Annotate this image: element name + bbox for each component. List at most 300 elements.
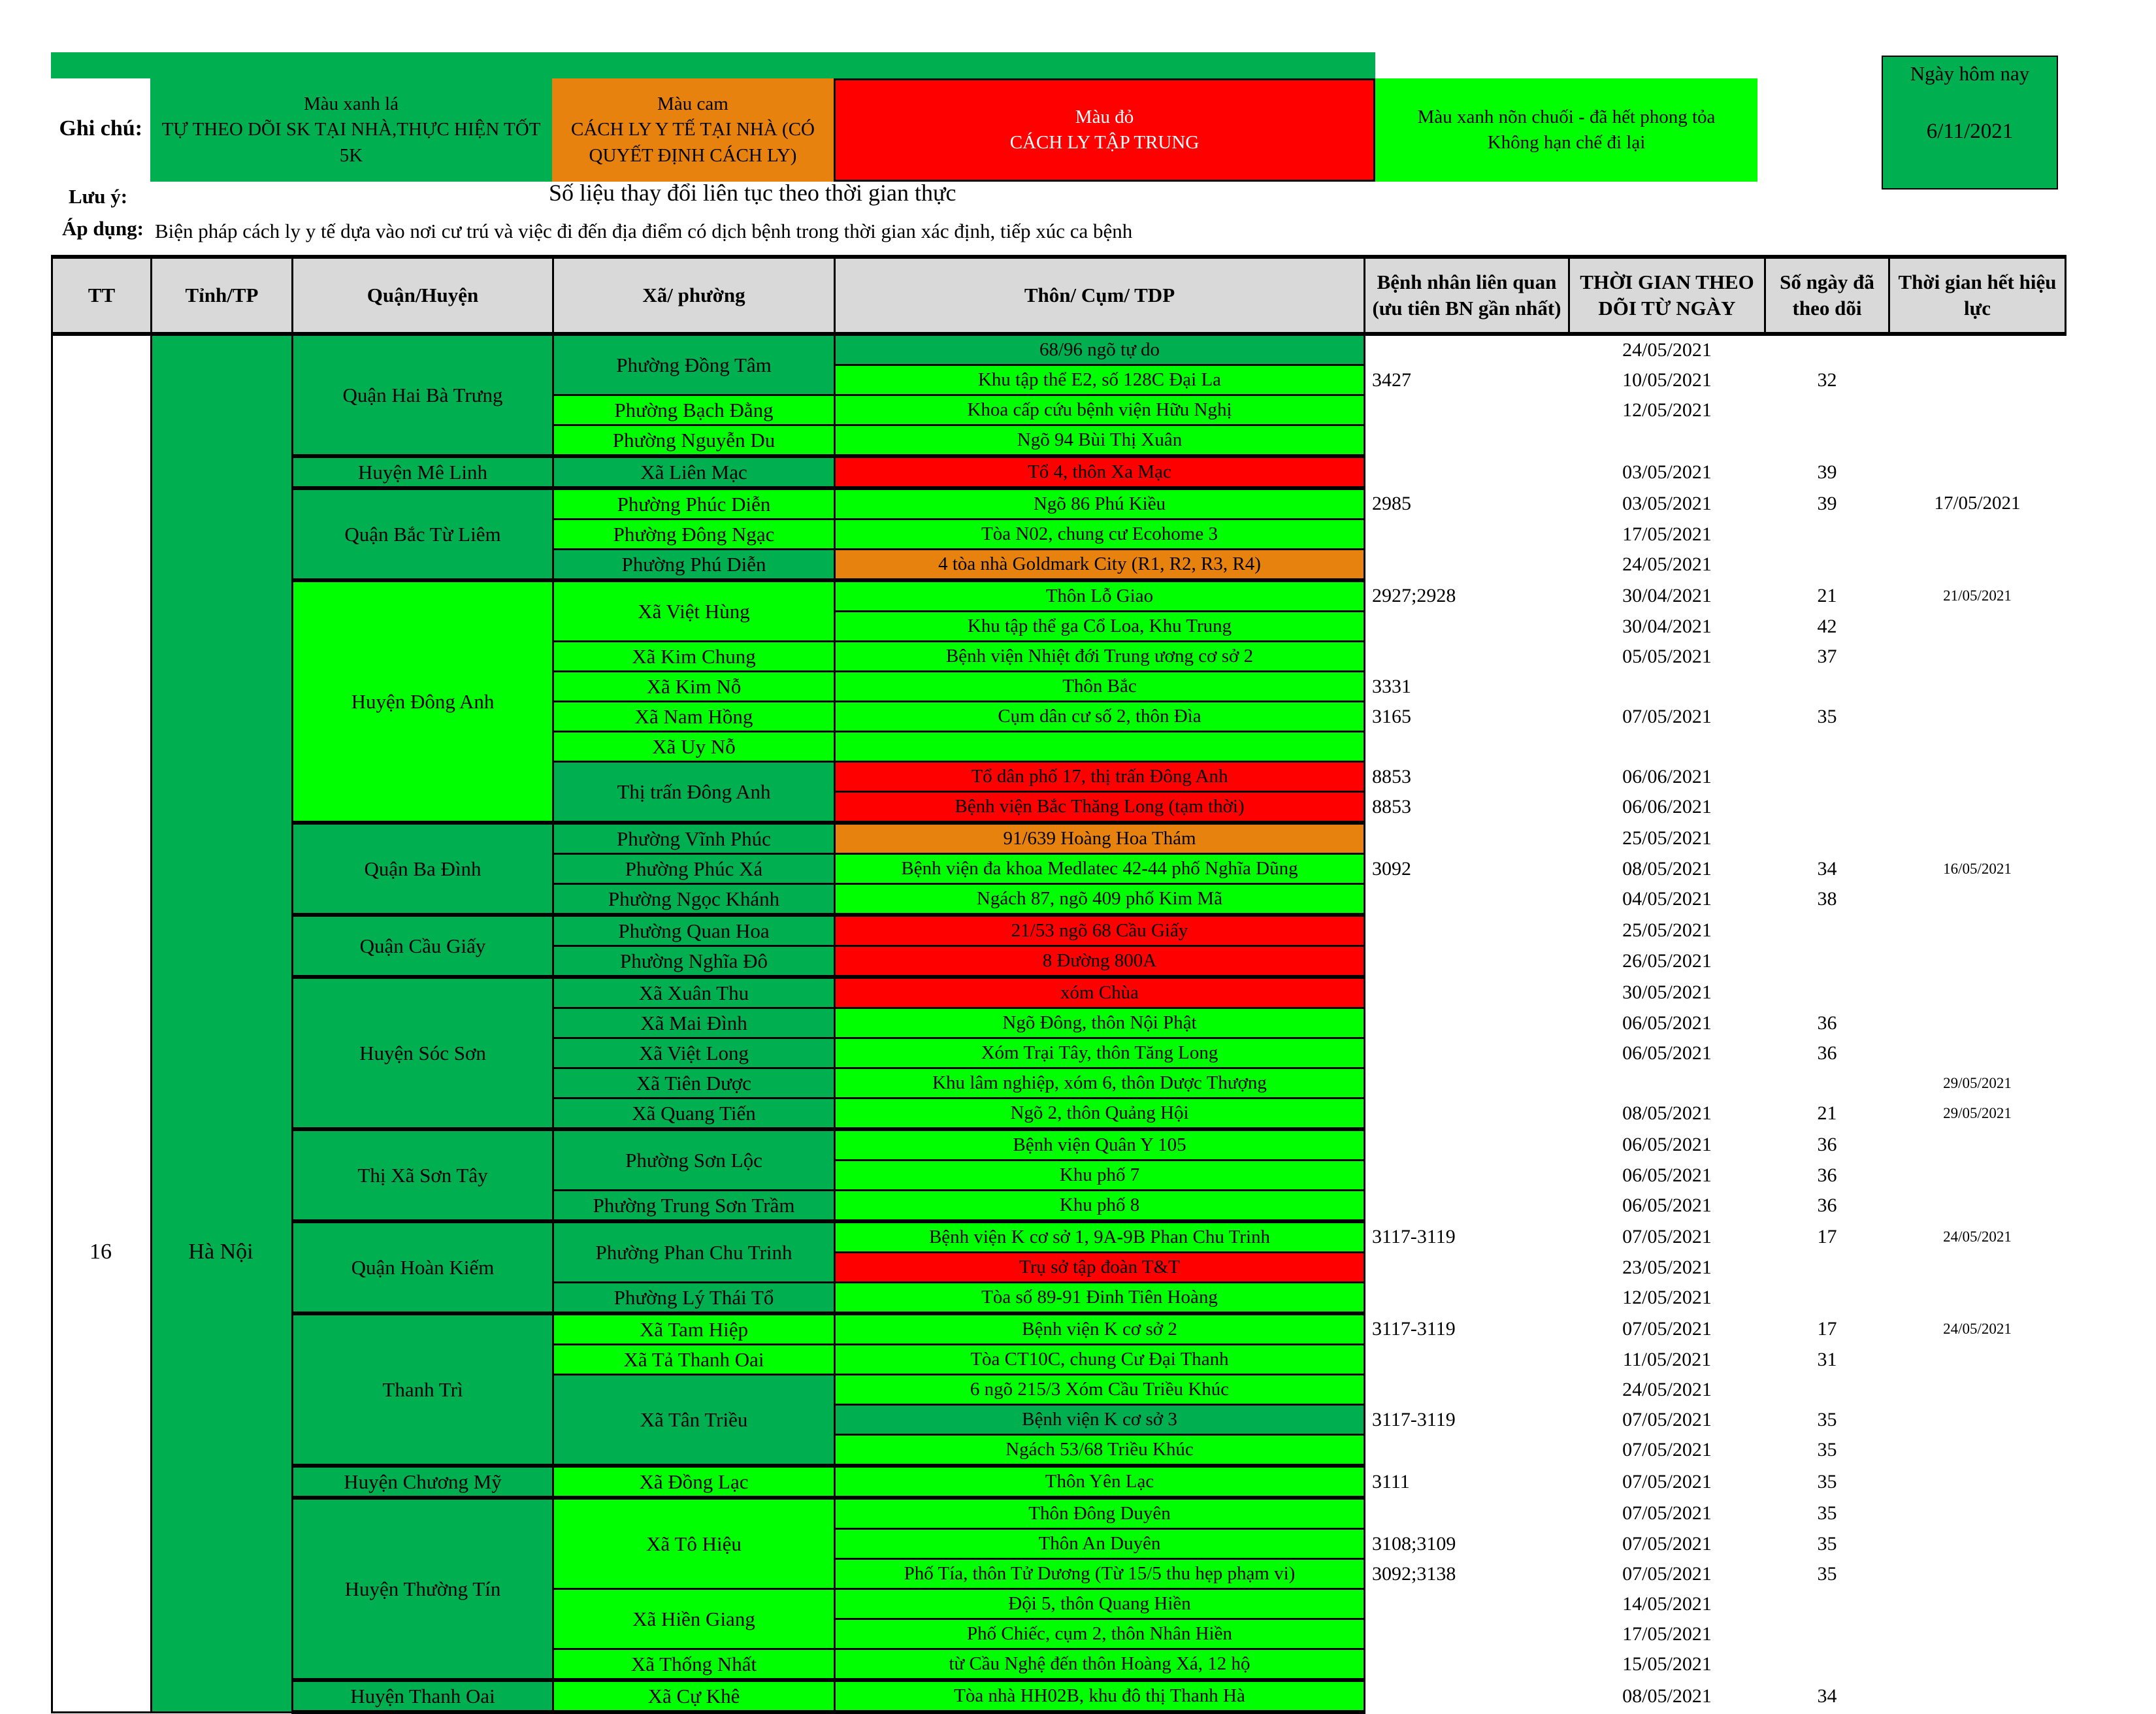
commune-cell[interactable]: Xã Mai Đình	[553, 1008, 835, 1038]
watch-date-cell[interactable]: 06/05/2021	[1569, 1161, 1765, 1191]
expiry-cell[interactable]	[1889, 1375, 2066, 1405]
days-watched-cell[interactable]: 39	[1765, 456, 1889, 488]
hamlet-cell[interactable]: Thôn Đông Duyên	[835, 1498, 1365, 1529]
hamlet-cell[interactable]: Bệnh viện K cơ sở 3	[835, 1405, 1365, 1435]
hamlet-cell[interactable]: Đội 5, thôn Quang Hiền	[835, 1589, 1365, 1619]
table-row	[52, 1466, 2066, 1498]
watch-date-cell[interactable]: 25/05/2021	[1569, 823, 1765, 854]
expiry-cell[interactable]	[1889, 702, 2066, 732]
days-watched-cell[interactable]	[1765, 1375, 1889, 1405]
expiry-cell[interactable]	[1889, 334, 2066, 365]
days-watched-cell[interactable]	[1765, 1253, 1889, 1283]
patient-cell[interactable]	[1365, 1129, 1569, 1161]
province-cell[interactable]	[152, 334, 293, 1712]
commune-cell[interactable]: Phường Bạch Đằng	[553, 395, 835, 425]
expiry-cell[interactable]	[1889, 732, 2066, 762]
commune-cell[interactable]: Xã Việt Hùng	[553, 580, 835, 642]
days-watched-cell[interactable]	[1765, 519, 1889, 550]
days-watched-cell[interactable]	[1765, 946, 1889, 978]
district-cell[interactable]: Huyện Mê Linh	[293, 456, 553, 488]
patient-cell[interactable]	[1365, 1253, 1569, 1283]
days-watched-cell[interactable]	[1765, 550, 1889, 581]
hamlet-cell[interactable]: Thôn Yên Lạc	[835, 1466, 1365, 1498]
hamlet-cell[interactable]: Khu tập thể E2, số 128C Đại La	[835, 365, 1365, 395]
patient-cell[interactable]	[1365, 1038, 1569, 1068]
patient-cell[interactable]: 3092;3138	[1365, 1559, 1569, 1589]
patient-cell[interactable]	[1365, 1161, 1569, 1191]
days-watched-cell[interactable]: 35	[1765, 1466, 1889, 1498]
commune-cell[interactable]: Phường Nghĩa Đô	[553, 946, 835, 978]
commune-cell[interactable]: Phường Phúc Diễn	[553, 488, 835, 519]
hamlet-cell[interactable]: 4 tòa nhà Goldmark City (R1, R2, R3, R4)	[835, 550, 1365, 581]
watch-date-cell[interactable]: 07/05/2021	[1569, 1405, 1765, 1435]
watch-date-cell[interactable]: 30/04/2021	[1569, 612, 1765, 642]
days-watched-cell[interactable]: 21	[1765, 580, 1889, 612]
hamlet-cell[interactable]: Khu tập thể ga Cổ Loa, Khu Trung	[835, 612, 1365, 642]
days-watched-cell[interactable]	[1765, 672, 1889, 702]
expiry-cell[interactable]	[1889, 762, 2066, 792]
patient-cell[interactable]: 3108;3109	[1365, 1529, 1569, 1559]
commune-cell[interactable]: Phường Sơn Lộc	[553, 1129, 835, 1191]
days-watched-cell[interactable]: 35	[1765, 1559, 1889, 1589]
expiry-cell[interactable]	[1889, 456, 2066, 488]
hamlet-cell[interactable]: Ngách 53/68 Triều Khúc	[835, 1435, 1365, 1466]
legend-cell-lime[interactable]	[1375, 78, 1757, 182]
hamlet-cell[interactable]: Bệnh viện Quân Y 105	[835, 1129, 1365, 1161]
today-box[interactable]	[1882, 56, 2058, 190]
days-watched-cell[interactable]	[1765, 425, 1889, 457]
days-watched-cell[interactable]: 42	[1765, 612, 1889, 642]
patient-cell[interactable]	[1365, 1498, 1569, 1529]
expiry-cell[interactable]	[1889, 915, 2066, 946]
patient-cell[interactable]	[1365, 977, 1569, 1008]
hamlet-cell[interactable]: 21/53 ngõ 68 Cầu Giấy	[835, 915, 1365, 946]
hamlet-cell[interactable]: Xóm Trại Tây, thôn Tăng Long	[835, 1038, 1365, 1068]
expiry-cell[interactable]	[1889, 1498, 2066, 1529]
expiry-cell[interactable]	[1889, 1529, 2066, 1559]
expiry-cell[interactable]	[1889, 1191, 2066, 1222]
expiry-cell[interactable]	[1889, 1435, 2066, 1466]
expiry-cell[interactable]	[1889, 425, 2066, 457]
days-watched-cell[interactable]: 35	[1765, 1529, 1889, 1559]
expiry-cell[interactable]	[1889, 1466, 2066, 1498]
hamlet-cell[interactable]: Tòa CT10C, chung Cư Đại Thanh	[835, 1345, 1365, 1375]
note-ap-dung-label: Áp dụng:	[62, 217, 144, 240]
expiry-cell[interactable]	[1889, 1345, 2066, 1375]
header-tt[interactable]: TT	[52, 257, 152, 334]
watch-date-cell[interactable]: 10/05/2021	[1569, 365, 1765, 395]
hamlet-cell[interactable]: Khoa cấp cứu bệnh viện Hữu Nghị	[835, 395, 1365, 425]
watch-date-cell[interactable]: 06/05/2021	[1569, 1038, 1765, 1068]
commune-cell[interactable]: Phường Trung Sơn Trầm	[553, 1191, 835, 1222]
hamlet-cell[interactable]: 91/639 Hoàng Hoa Thám	[835, 823, 1365, 854]
days-watched-cell[interactable]: 39	[1765, 488, 1889, 519]
commune-cell[interactable]: Thị trấn Đông Anh	[553, 762, 835, 823]
district-cell[interactable]: Huyện Thanh Oai	[293, 1680, 553, 1712]
hamlet-cell[interactable]: Bệnh viện K cơ sở 1, 9A-9B Phan Chu Trinh	[835, 1221, 1365, 1253]
district-cell[interactable]: Huyện Thường Tín	[293, 1498, 553, 1680]
days-watched-cell[interactable]: 32	[1765, 365, 1889, 395]
days-watched-cell[interactable]	[1765, 1649, 1889, 1681]
expiry-cell[interactable]	[1889, 884, 2066, 915]
watch-date-cell[interactable]: 17/05/2021	[1569, 519, 1765, 550]
days-watched-cell[interactable]: 35	[1765, 1405, 1889, 1435]
header-days-watched[interactable]: Số ngày đã theo dõi	[1765, 257, 1889, 334]
patient-cell[interactable]	[1365, 1008, 1569, 1038]
patient-cell[interactable]	[1365, 1283, 1569, 1314]
watch-date-cell[interactable]: 11/05/2021	[1569, 1345, 1765, 1375]
commune-cell[interactable]: Xã Đồng Lạc	[553, 1466, 835, 1498]
expiry-cell[interactable]	[1889, 1559, 2066, 1589]
days-watched-cell[interactable]: 17	[1765, 1221, 1889, 1253]
watch-date-cell[interactable]: 24/05/2021	[1569, 334, 1765, 365]
legend-red-desc: CÁCH LY TẬP TRUNG	[1009, 132, 1200, 153]
hamlet-cell[interactable]: Khu phố 8	[835, 1191, 1365, 1222]
expiry-cell[interactable]	[1889, 1038, 2066, 1068]
watch-date-cell[interactable]: 07/05/2021	[1569, 702, 1765, 732]
hamlet-cell[interactable]: 6 ngõ 215/3 Xóm Cầu Triều Khúc	[835, 1375, 1365, 1405]
commune-cell[interactable]: Xã Tiên Dược	[553, 1068, 835, 1098]
district-cell[interactable]: Quận Cầu Giấy	[293, 915, 553, 977]
hamlet-cell[interactable]: Ngách 87, ngõ 409 phố Kim Mã	[835, 884, 1365, 915]
patient-cell[interactable]	[1365, 823, 1569, 854]
commune-cell[interactable]: Phường Phan Chu Trinh	[553, 1221, 835, 1283]
days-watched-cell[interactable]: 34	[1765, 1680, 1889, 1712]
hamlet-cell[interactable]: Khu lâm nghiệp, xóm 6, thôn Dược Thượng	[835, 1068, 1365, 1098]
expiry-cell[interactable]	[1889, 1680, 2066, 1712]
hamlet-cell[interactable]: Ngõ 94 Bùi Thị Xuân	[835, 425, 1365, 457]
district-cell[interactable]: Thị Xã Sơn Tây	[293, 1129, 553, 1221]
watch-date-cell[interactable]	[1569, 732, 1765, 762]
expiry-cell[interactable]	[1889, 519, 2066, 550]
patient-cell[interactable]	[1365, 1589, 1569, 1619]
patient-cell[interactable]: 3111	[1365, 1466, 1569, 1498]
legend-cell-red[interactable]	[834, 78, 1375, 182]
watch-date-cell[interactable]: 15/05/2021	[1569, 1649, 1765, 1681]
patient-cell[interactable]	[1365, 642, 1569, 672]
expiry-cell[interactable]	[1889, 1649, 2066, 1681]
expiry-cell[interactable]	[1889, 365, 2066, 395]
days-watched-cell[interactable]	[1765, 762, 1889, 792]
hamlet-cell[interactable]: Phố Chiếc, cụm 2, thôn Nhân Hiền	[835, 1619, 1365, 1649]
expiry-cell[interactable]	[1889, 1161, 2066, 1191]
commune-cell[interactable]: Xã Liên Mạc	[553, 456, 835, 488]
patient-cell[interactable]	[1365, 519, 1569, 550]
header-province[interactable]: Tỉnh/TP	[152, 257, 293, 334]
watch-date-cell[interactable]: 06/05/2021	[1569, 1008, 1765, 1038]
watch-date-cell[interactable]: 03/05/2021	[1569, 456, 1765, 488]
watch-date-cell[interactable]: 07/05/2021	[1569, 1559, 1765, 1589]
commune-cell[interactable]: Phường Đồng Tâm	[553, 334, 835, 395]
hamlet-cell[interactable]: Tòa N02, chung cư Ecohome 3	[835, 519, 1365, 550]
expiry-cell[interactable]: 29/05/2021	[1889, 1068, 2066, 1098]
patient-cell[interactable]	[1365, 1435, 1569, 1466]
expiry-cell[interactable]: 29/05/2021	[1889, 1098, 2066, 1130]
days-watched-cell[interactable]	[1765, 915, 1889, 946]
watch-date-cell[interactable]: 07/05/2021	[1569, 1435, 1765, 1466]
expiry-cell[interactable]: 16/05/2021	[1889, 854, 2066, 884]
hamlet-cell[interactable]	[835, 732, 1365, 762]
patient-cell[interactable]: 3165	[1365, 702, 1569, 732]
patient-cell[interactable]: 3117-3119	[1365, 1405, 1569, 1435]
days-watched-cell[interactable]: 34	[1765, 854, 1889, 884]
expiry-cell[interactable]	[1889, 1253, 2066, 1283]
days-watched-cell[interactable]: 17	[1765, 1313, 1889, 1345]
hamlet-cell[interactable]: Bệnh viện Nhiệt đới Trung ương cơ sở 2	[835, 642, 1365, 672]
expiry-cell[interactable]	[1889, 642, 2066, 672]
watch-date-cell[interactable]: 08/05/2021	[1569, 1098, 1765, 1130]
days-watched-cell[interactable]: 35	[1765, 1435, 1889, 1466]
days-watched-cell[interactable]	[1765, 792, 1889, 823]
expiry-cell[interactable]	[1889, 823, 2066, 854]
commune-cell[interactable]: Phường Phúc Xá	[553, 854, 835, 884]
expiry-cell[interactable]: 17/05/2021	[1889, 488, 2066, 519]
hamlet-cell[interactable]: Bệnh viện Bắc Thăng Long (tạm thời)	[835, 792, 1365, 823]
expiry-cell[interactable]: 24/05/2021	[1889, 1221, 2066, 1253]
patient-cell[interactable]	[1365, 550, 1569, 581]
commune-cell[interactable]: Xã Hiền Giang	[553, 1589, 835, 1649]
hamlet-cell[interactable]: Tòa nhà HH02B, khu đô thị Thanh Hà	[835, 1680, 1365, 1712]
hamlet-cell[interactable]: từ Cầu Nghệ đến thôn Hoàng Xá, 12 hộ	[835, 1649, 1365, 1681]
district-cell[interactable]: Huyện Chương Mỹ	[293, 1466, 553, 1498]
watch-date-cell[interactable]: 25/05/2021	[1569, 915, 1765, 946]
commune-cell[interactable]: Xã Nam Hồng	[553, 702, 835, 732]
patient-cell[interactable]: 8853	[1365, 792, 1569, 823]
hamlet-cell[interactable]: Tổ 4, thôn Xa Mạc	[835, 456, 1365, 488]
patient-cell[interactable]	[1365, 1680, 1569, 1712]
legend-green-title: Màu xanh lá	[304, 93, 399, 115]
days-watched-cell[interactable]: 38	[1765, 884, 1889, 915]
hamlet-cell[interactable]: Tòa số 89-91 Đinh Tiên Hoàng	[835, 1283, 1365, 1314]
patient-cell[interactable]	[1365, 612, 1569, 642]
days-watched-cell[interactable]: 36	[1765, 1008, 1889, 1038]
tt-cell[interactable]	[52, 334, 152, 1712]
watch-date-cell[interactable]: 30/04/2021	[1569, 580, 1765, 612]
watch-date-cell[interactable]: 12/05/2021	[1569, 395, 1765, 425]
watch-date-cell[interactable]: 24/05/2021	[1569, 1375, 1765, 1405]
patient-cell[interactable]	[1365, 334, 1569, 365]
tt-value[interactable]: 16	[90, 1240, 112, 1264]
patient-cell[interactable]	[1365, 1191, 1569, 1222]
commune-cell[interactable]: Xã Kim Nỗ	[553, 672, 835, 702]
legend-lime-title: Màu xanh nõn chuối - đã hết phong tỏa	[1417, 106, 1716, 127]
legend-cell-orange[interactable]	[552, 78, 834, 182]
expiry-cell[interactable]	[1889, 395, 2066, 425]
table-row	[52, 1498, 2066, 1529]
watch-date-cell[interactable]: 04/05/2021	[1569, 884, 1765, 915]
patient-cell[interactable]	[1365, 1068, 1569, 1098]
hamlet-cell[interactable]: Cụm dân cư số 2, thôn Đìa	[835, 702, 1365, 732]
hamlet-cell[interactable]: Bệnh viện đa khoa Medlatec 42-44 phố Nghĩa Dũng	[835, 854, 1365, 884]
expiry-cell[interactable]	[1889, 1283, 2066, 1314]
commune-cell[interactable]: Xã Thống Nhất	[553, 1649, 835, 1681]
commune-cell[interactable]: Xã Xuân Thu	[553, 977, 835, 1008]
patient-cell[interactable]: 3331	[1365, 672, 1569, 702]
watch-date-cell[interactable]: 23/05/2021	[1569, 1253, 1765, 1283]
watch-date-cell[interactable]: 05/05/2021	[1569, 642, 1765, 672]
district-cell[interactable]: Quận Ba Đình	[293, 823, 553, 915]
commune-cell[interactable]: Xã Cự Khê	[553, 1680, 835, 1712]
hamlet-cell[interactable]: Thôn Bắc	[835, 672, 1365, 702]
days-watched-cell[interactable]: 21	[1765, 1098, 1889, 1130]
header-expiry[interactable]: Thời gian hết hiệu lực	[1889, 257, 2066, 334]
patient-cell[interactable]: 3092	[1365, 854, 1569, 884]
legend-orange-desc: CÁCH LY Y TẾ TẠI NHÀ (CÓ QUYẾT ĐỊNH CÁCH LY)	[570, 119, 815, 166]
header-commune[interactable]: Xã/ phường	[553, 257, 835, 334]
watch-date-cell[interactable]: 07/05/2021	[1569, 1498, 1765, 1529]
hamlet-cell[interactable]: Thôn Lỗ Giao	[835, 580, 1365, 612]
patient-cell[interactable]: 3117-3119	[1365, 1221, 1569, 1253]
days-watched-cell[interactable]	[1765, 732, 1889, 762]
watch-date-cell[interactable]: 30/05/2021	[1569, 977, 1765, 1008]
days-watched-cell[interactable]: 31	[1765, 1345, 1889, 1375]
watch-date-cell[interactable]: 07/05/2021	[1569, 1313, 1765, 1345]
header-patients[interactable]: Bệnh nhân liên quan (ưu tiên BN gần nhất)	[1365, 257, 1569, 334]
expiry-cell[interactable]	[1889, 612, 2066, 642]
watch-date-cell[interactable]: 24/05/2021	[1569, 550, 1765, 581]
watch-date-cell[interactable]: 06/05/2021	[1569, 1129, 1765, 1161]
commune-cell[interactable]: Phường Ngọc Khánh	[553, 884, 835, 915]
days-watched-cell[interactable]: 35	[1765, 702, 1889, 732]
expiry-cell[interactable]	[1889, 1129, 2066, 1161]
hamlet-cell[interactable]: Ngõ 2, thôn Quảng Hội	[835, 1098, 1365, 1130]
commune-cell[interactable]: Phường Lý Thái Tổ	[553, 1283, 835, 1314]
hamlet-cell[interactable]: Trụ sở tập đoàn T&T	[835, 1253, 1365, 1283]
days-watched-cell[interactable]	[1765, 977, 1889, 1008]
hamlet-cell[interactable]: Tổ dân phố 17, thị trấn Đông Anh	[835, 762, 1365, 792]
legend-cell-green[interactable]	[150, 78, 552, 182]
commune-cell[interactable]: Xã Uy Nỗ	[553, 732, 835, 762]
district-cell[interactable]: Huyện Đông Anh	[293, 580, 553, 823]
patient-cell[interactable]: 2927;2928	[1365, 580, 1569, 612]
patient-cell[interactable]: 8853	[1365, 762, 1569, 792]
watch-date-cell[interactable]: 14/05/2021	[1569, 1589, 1765, 1619]
district-cell[interactable]: Thanh Trì	[293, 1313, 553, 1466]
watch-date-cell[interactable]: 06/06/2021	[1569, 792, 1765, 823]
district-cell[interactable]: Quận Bắc Từ Liêm	[293, 488, 553, 580]
expiry-cell[interactable]	[1889, 792, 2066, 823]
hamlet-cell[interactable]: 68/96 ngõ tự do	[835, 334, 1365, 365]
commune-cell[interactable]: Xã Việt Long	[553, 1038, 835, 1068]
district-cell[interactable]: Huyện Sóc Sơn	[293, 977, 553, 1129]
watch-date-cell[interactable]: 26/05/2021	[1569, 946, 1765, 978]
commune-cell[interactable]: Xã Tô Hiệu	[553, 1498, 835, 1589]
commune-cell[interactable]: Xã Tam Hiệp	[553, 1313, 835, 1345]
days-watched-cell[interactable]	[1765, 823, 1889, 854]
expiry-cell[interactable]: 24/05/2021	[1889, 1313, 2066, 1345]
patient-cell[interactable]	[1365, 1619, 1569, 1649]
header-hamlet[interactable]: Thôn/ Cụm/ TDP	[835, 257, 1365, 334]
watch-date-cell[interactable]: 17/05/2021	[1569, 1619, 1765, 1649]
days-watched-cell[interactable]: 36	[1765, 1191, 1889, 1222]
watch-date-cell[interactable]: 08/05/2021	[1569, 854, 1765, 884]
days-watched-cell[interactable]	[1765, 395, 1889, 425]
table-row	[52, 1221, 2066, 1253]
hamlet-cell[interactable]: Phố Tía, thôn Tử Dương (Từ 15/5 thu hẹp phạm vi)	[835, 1559, 1365, 1589]
expiry-cell[interactable]	[1889, 946, 2066, 978]
commune-cell[interactable]: Phường Vĩnh Phúc	[553, 823, 835, 854]
watch-date-cell[interactable]	[1569, 1068, 1765, 1098]
days-watched-cell[interactable]: 37	[1765, 642, 1889, 672]
days-watched-cell[interactable]	[1765, 1068, 1889, 1098]
hamlet-cell[interactable]: xóm Chùa	[835, 977, 1365, 1008]
patient-cell[interactable]	[1365, 1345, 1569, 1375]
hamlet-cell[interactable]: Ngõ 86 Phú Kiều	[835, 488, 1365, 519]
patient-cell[interactable]	[1365, 1098, 1569, 1130]
commune-cell[interactable]: Xã Tả Thanh Oai	[553, 1345, 835, 1375]
table-row	[52, 488, 2066, 519]
expiry-cell[interactable]	[1889, 672, 2066, 702]
watch-date-cell[interactable]: 08/05/2021	[1569, 1680, 1765, 1712]
patient-cell[interactable]	[1365, 456, 1569, 488]
commune-cell[interactable]: Phường Nguyễn Du	[553, 425, 835, 457]
expiry-cell[interactable]	[1889, 1589, 2066, 1619]
district-cell[interactable]: Quận Hoàn Kiếm	[293, 1221, 553, 1313]
days-watched-cell[interactable]: 35	[1765, 1498, 1889, 1529]
watch-date-cell[interactable]	[1569, 425, 1765, 457]
watch-date-cell[interactable]: 03/05/2021	[1569, 488, 1765, 519]
days-watched-cell[interactable]: 36	[1765, 1161, 1889, 1191]
watch-date-cell[interactable]: 06/05/2021	[1569, 1191, 1765, 1222]
hamlet-cell[interactable]: Thôn An Duyên	[835, 1529, 1365, 1559]
patient-cell[interactable]	[1365, 425, 1569, 457]
expiry-cell[interactable]	[1889, 550, 2066, 581]
watch-date-cell[interactable]: 07/05/2021	[1569, 1529, 1765, 1559]
patient-cell[interactable]: 3427	[1365, 365, 1569, 395]
patient-cell[interactable]: 3117-3119	[1365, 1313, 1569, 1345]
header-watch-date[interactable]: THỜI GIAN THEO DÕI TỪ NGÀY	[1569, 257, 1765, 334]
patient-cell[interactable]	[1365, 915, 1569, 946]
days-watched-cell[interactable]	[1765, 1283, 1889, 1314]
days-watched-cell[interactable]	[1765, 334, 1889, 365]
commune-cell[interactable]: Phường Quan Hoa	[553, 915, 835, 946]
days-watched-cell[interactable]	[1765, 1589, 1889, 1619]
commune-cell[interactable]: Phường Đông Ngạc	[553, 519, 835, 550]
hamlet-cell[interactable]: Ngõ Đông, thôn Nội Phật	[835, 1008, 1365, 1038]
header-district[interactable]: Quận/Huyện	[293, 257, 553, 334]
days-watched-cell[interactable]: 36	[1765, 1129, 1889, 1161]
patient-cell[interactable]: 2985	[1365, 488, 1569, 519]
patient-cell[interactable]	[1365, 395, 1569, 425]
watch-date-cell[interactable]: 07/05/2021	[1569, 1466, 1765, 1498]
expiry-cell[interactable]	[1889, 977, 2066, 1008]
expiry-cell[interactable]	[1889, 1405, 2066, 1435]
watch-date-cell[interactable]: 06/06/2021	[1569, 762, 1765, 792]
province-value[interactable]: Hà Nội	[188, 1240, 253, 1264]
patient-cell[interactable]	[1365, 1375, 1569, 1405]
days-watched-cell[interactable]: 36	[1765, 1038, 1889, 1068]
patient-cell[interactable]	[1365, 1649, 1569, 1681]
expiry-cell[interactable]	[1889, 1008, 2066, 1038]
patient-cell[interactable]	[1365, 884, 1569, 915]
hamlet-cell[interactable]: Khu phố 7	[835, 1161, 1365, 1191]
watch-date-cell[interactable]: 12/05/2021	[1569, 1283, 1765, 1314]
watch-date-cell[interactable]: 07/05/2021	[1569, 1221, 1765, 1253]
patient-cell[interactable]	[1365, 946, 1569, 978]
commune-cell[interactable]: Xã Quang Tiến	[553, 1098, 835, 1130]
hamlet-cell[interactable]: 8 Đường 800A	[835, 946, 1365, 978]
district-cell[interactable]: Quận Hai Bà Trưng	[293, 334, 553, 456]
hamlet-cell[interactable]: Bệnh viện K cơ sở 2	[835, 1313, 1365, 1345]
commune-cell[interactable]: Xã Tân Triều	[553, 1375, 835, 1466]
watch-date-cell[interactable]	[1569, 672, 1765, 702]
expiry-cell[interactable]	[1889, 1619, 2066, 1649]
expiry-cell[interactable]: 21/05/2021	[1889, 580, 2066, 612]
patient-cell[interactable]	[1365, 732, 1569, 762]
commune-cell[interactable]: Xã Kim Chung	[553, 642, 835, 672]
commune-cell[interactable]: Phường Phú Diễn	[553, 550, 835, 581]
days-watched-cell[interactable]	[1765, 1619, 1889, 1649]
